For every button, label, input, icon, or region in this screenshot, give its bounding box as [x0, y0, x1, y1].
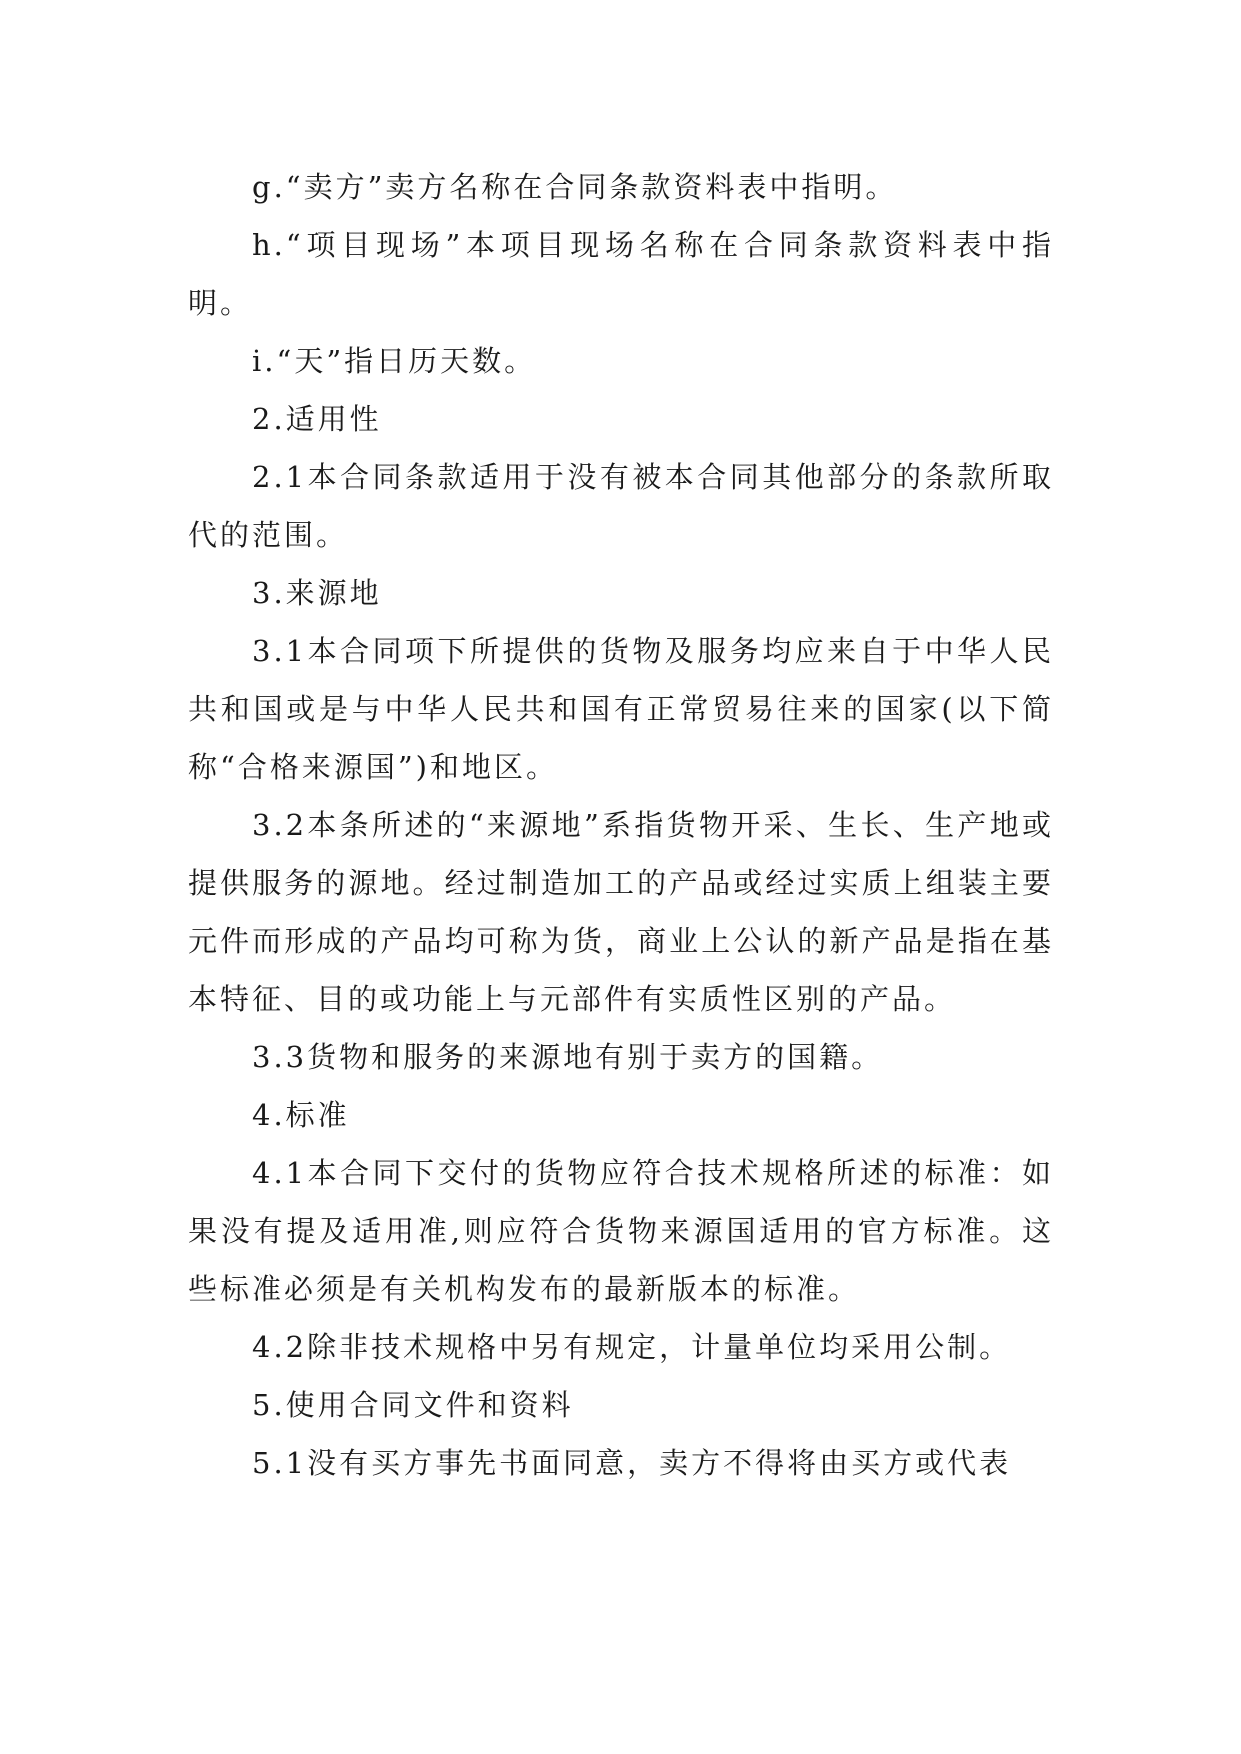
paragraph-4-1: 4.1本合同下交付的货物应符合技术规格所述的标准：如果没有提及适用准,则应符合货物来源国适用的官方标准。这些标准必须是有关机构发布的最新版本的标准。: [188, 1156, 1054, 1306]
paragraph-i-day: i.“天”指日历天数。: [252, 344, 537, 378]
paragraph-g-seller: g.“卖方”卖方名称在合同条款资料表中指明。: [252, 170, 898, 204]
paragraph-2-1: 2.1本合同条款适用于没有被本合同其他部分的条款所取代的范围。: [188, 460, 1054, 552]
section-heading-standards: 4.标准: [252, 1098, 350, 1132]
paragraph-5-1: 5.1没有买方事先书面同意，卖方不得将由买方或代表: [252, 1446, 1012, 1480]
document-body: [188, 158, 1054, 1492]
paragraph-4-2: 4.2除非技术规格中另有规定，计量单位均采用公制。: [252, 1330, 1012, 1364]
paragraph-3-3: 3.3货物和服务的来源地有别于卖方的国籍。: [252, 1040, 884, 1074]
paragraph-h-project-site: h.“项目现场”本项目现场名称在合同条款资料表中指明。: [188, 228, 1054, 320]
section-heading-applicability: 2.适用性: [252, 402, 382, 436]
paragraph-3-1: 3.1本合同项下所提供的货物及服务均应来自于中华人民共和国或是与中华人民共和国有正常贸易往来的国家(以下简称“合格来源国”)和地区。: [188, 634, 1054, 784]
section-heading-origin: 3.来源地: [252, 576, 382, 610]
section-heading-use-of-documents: 5.使用合同文件和资料: [252, 1388, 574, 1422]
paragraph-3-2: 3.2本条所述的“来源地”系指货物开采、生长、生产地或提供服务的源地。经过制造加工的产品或经过实质上组装主要元件而形成的产品均可称为货，商业上公认的新产品是指在基本特征、目的或功能上与元部件有实质性区别的产品。: [188, 808, 1054, 1016]
